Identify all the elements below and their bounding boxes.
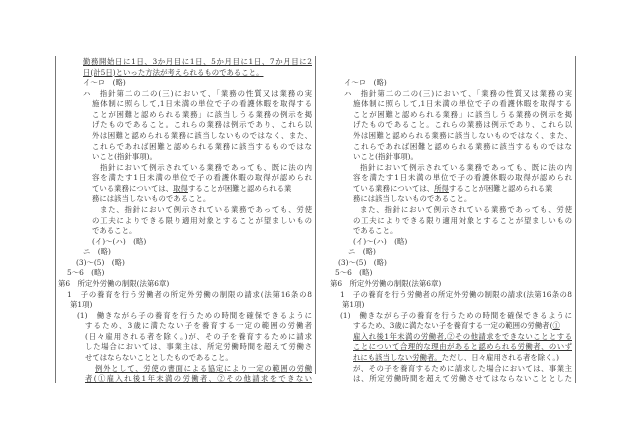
text-line: 1 子の養育を行う労働者の所定外労働の制限の請求(法第16条の8	[340, 289, 572, 299]
table-left-border	[55, 56, 56, 383]
text-line	[353, 184, 552, 195]
text-line: ことについて合理的な理由があると認められる労働者、のいず	[353, 342, 572, 352]
text-line: (イ)～(ハ) (略)	[353, 236, 408, 246]
text-line: 者(①雇入れ後1年未満の労働者、②その他請求をできない	[85, 374, 312, 384]
text-line: ことが困難と認められる業務」に該当しうる業務の例示を掲	[92, 109, 312, 119]
text-line: 5～6 (略)	[335, 268, 373, 278]
text-line: (1) 働きながら子の養育を行うための時間を確保できるように	[77, 310, 312, 320]
section-heading: 第6 所定外労働の制限(法第6章)	[58, 279, 170, 288]
text-segment: することが困難と認められる業	[448, 183, 553, 193]
text-line: 容を満たす1日未満の単位で子の看護休暇の取得が認められ	[92, 173, 312, 183]
text-line: の工夫によりできる限り適用対象とすることが望ましいもの	[92, 215, 312, 225]
text-line: (3)～(5) (略)	[76, 257, 125, 267]
section-heading: 第6 所定外労働の制限(法第6章)	[330, 279, 442, 288]
text-line: ニ (略)	[83, 247, 111, 257]
text-line: これらであれば困難と認められる業務に該当するものではな	[92, 141, 312, 151]
underlined-term: 所得	[434, 183, 449, 193]
text-line: 外は困難と認められる業務に該当しないものではなく、また、	[353, 131, 572, 140]
text-segment: することが困難と認められる業	[187, 183, 292, 193]
text-line: であること。	[353, 226, 398, 236]
text-line: 施体制に照らして,1日未満の単位で子の看護休暇を取得する	[92, 99, 312, 109]
text-segment: ただし、日々雇用される者を除く。)	[441, 353, 559, 362]
text-line: 容を満たす1日未満の単位で子の看護休暇の取得が認められ	[353, 173, 572, 183]
text-line: ニ (略)	[348, 247, 376, 257]
text-line: するため、3歳に満たない子を養育する一定の範囲の労働者	[85, 321, 312, 331]
text-line: 雇入れ後1年未満の労働者,②その他請求をできないこととする	[353, 331, 572, 341]
table-right-border	[575, 56, 576, 383]
text-line: また、指針において例示されている業務であっても、労使	[100, 205, 312, 214]
text-line: 務には該当しないものであること。	[353, 194, 472, 204]
text-line: 第1項)	[342, 300, 365, 310]
underlined-term: れにも該当しない労働者。	[353, 353, 442, 362]
underlined-term: ①	[552, 321, 560, 331]
text-line: (イ)～(ハ) (略)	[92, 236, 147, 246]
text-line: は、所定労働時間を超えて労働させてはならないこととした	[353, 374, 572, 384]
text-line: した場合においては、事業主は、所定労働時間を超えて労働さ	[85, 342, 312, 352]
text-line: ことが困難と認められる業務」に該当しうる業務の例示を掲	[353, 109, 572, 119]
text-line: 1 子の養育を行う労働者の所定外労働の制限の請求(法第16条の8	[67, 289, 312, 299]
text-line: げたものであること。これらの業務は例示であり、これら以	[353, 120, 572, 130]
text-line: (日々雇用される者を除く。)が、その子を養育するために請求	[85, 331, 312, 341]
text-line: 外は困難と認められる業務に該当しないものではなく、また、	[92, 131, 312, 140]
text-line: いこと(指針事項)。	[92, 152, 157, 162]
text-line	[353, 321, 560, 332]
text-line	[92, 184, 291, 195]
text-line: 指針において例示されている業務であっても、既に法の内	[100, 162, 312, 172]
text-line: 第1項)	[70, 300, 93, 310]
text-segment: するため、3歳に満たない子を養育する一定の範囲の労働者(	[353, 321, 553, 331]
text-line: げたものであること。これらの業務は例示であり、これら以	[92, 120, 312, 130]
text-segment: ている業務については、	[92, 183, 174, 193]
underlined-term: 取得	[173, 183, 188, 193]
table-middle-border	[315, 56, 316, 374]
text-line: イ～ロ (略)	[344, 78, 387, 88]
text-line: これらであれば困難と認められる業務に該当するものではな	[353, 141, 572, 151]
text-line: が、その子を養育するために請求した場合においては、事業主	[353, 363, 572, 373]
text-line: であること。	[92, 226, 137, 236]
text-line: (1) 働きながら子の養育を行うための時間を確保できるように	[340, 310, 572, 320]
text-line: ハ 指針第二の二の(三)において、「業務の性質又は業務の実	[344, 88, 572, 98]
text-line: また、指針において例示されている業務であっても、労使	[360, 205, 572, 214]
text-line: いこと(指針事項)。	[353, 152, 418, 162]
text-line: 指針において例示されている業務であっても、既に法の内	[360, 162, 572, 172]
text-line: 例外として、労使の書面による協定により一定の範囲の労働	[95, 363, 312, 373]
text-line: (3)～(5) (略)	[338, 257, 387, 267]
text-line: イ～ロ (略)	[83, 78, 126, 88]
text-line: 施体制に照らして,1日未満の単位で子の看護休暇を取得する	[353, 99, 572, 109]
text-line: 勤務開始日に1日、3か月目に1日、5か月目に1日、7か月目に2	[83, 57, 312, 66]
text-line: せてはならないこととしたものであること。	[85, 353, 233, 362]
text-line: の工夫によりできる限り適用対象とすることが望ましいもの	[353, 215, 572, 225]
text-line: 務には該当しないものであること。	[92, 194, 211, 204]
text-line	[353, 353, 559, 364]
text-line: ハ 指針第二の二の(三)において、「業務の性質又は業務の実	[83, 88, 312, 98]
text-line: 5～6 (略)	[67, 268, 105, 278]
text-segment: ている業務については、	[353, 183, 435, 193]
text-line: 日(計5日)といった方法が考えられるものであること。	[83, 67, 264, 77]
